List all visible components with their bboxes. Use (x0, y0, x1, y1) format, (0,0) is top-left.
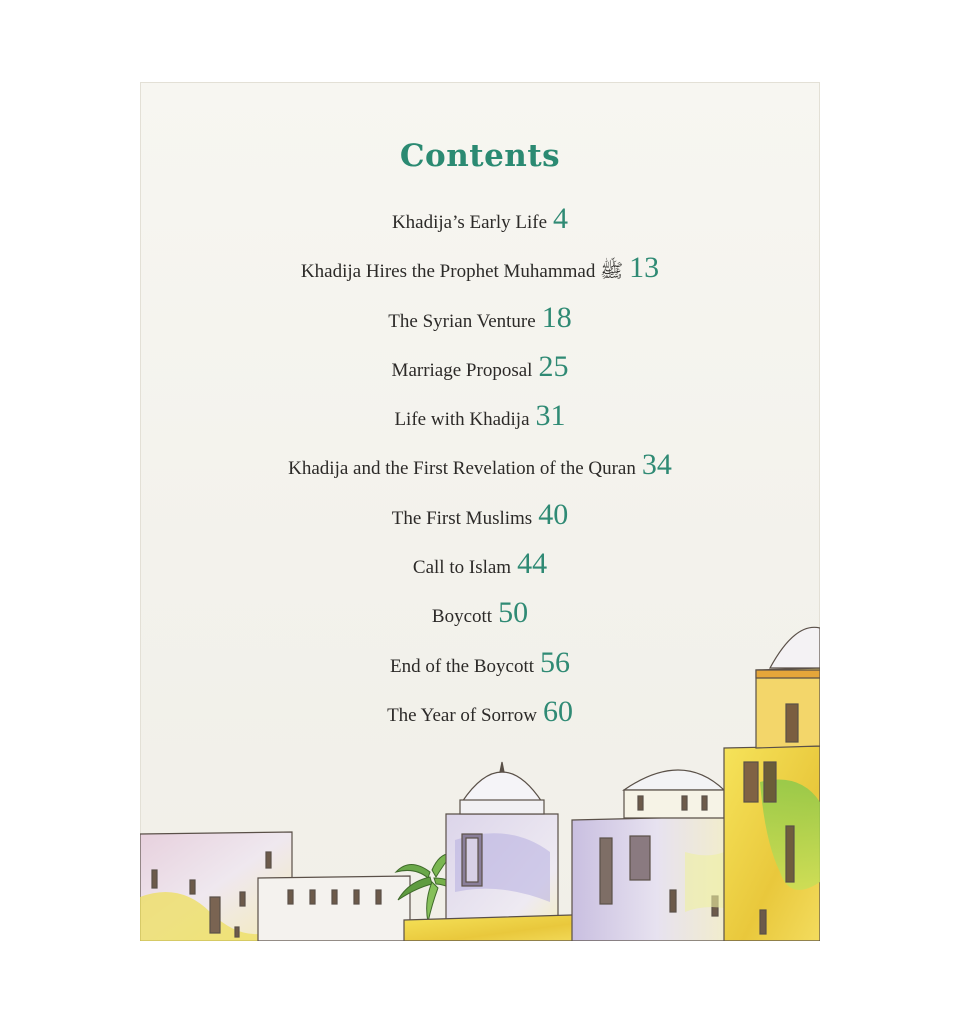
toc-entry-title: Khadija Hires the Prophet Muhammad ﷺ (300, 261, 624, 283)
toc-entry-page: 44 (517, 547, 548, 581)
toc-entry-page: 4 (553, 202, 569, 235)
toc-entry-page: 50 (498, 596, 529, 630)
toc-entry-page: 34 (641, 448, 672, 482)
toc-entry-title: Khadija and the First Revelation of the Quran (288, 458, 636, 480)
book-page (140, 82, 820, 941)
toc-entry-page: 31 (535, 399, 566, 433)
toc-entry-title: Marriage Proposal (391, 359, 533, 381)
toc-entry-page: 40 (538, 497, 569, 531)
lavender-building (572, 770, 742, 941)
toc-entry-title: End of the Boycott (389, 655, 535, 677)
toc-entry-title: Call to Islam (412, 557, 512, 579)
toc-entry-title: Boycott (431, 606, 493, 628)
right-tower (724, 627, 820, 941)
white-building (258, 876, 410, 941)
center-domed-building (446, 762, 558, 941)
watercolor-town-illustration (140, 82, 820, 941)
toc-entry-page: 60 (542, 694, 573, 728)
toc-entry-page: 25 (538, 349, 569, 383)
contents-heading: Contents (399, 138, 561, 174)
toc-entry-title: The First Muslims (391, 507, 533, 529)
toc-entry-page: 13 (629, 251, 660, 285)
toc-entry-title: The Syrian Venture (388, 310, 536, 332)
toc-entry-title: Khadija’s Early Life (391, 212, 548, 233)
toc-entry-title: Life with Khadija (394, 409, 530, 431)
toc-entry-page: 56 (540, 645, 571, 679)
toc-entry-page: 18 (541, 300, 572, 334)
toc-entry-title: The Year of Sorrow (387, 704, 537, 726)
